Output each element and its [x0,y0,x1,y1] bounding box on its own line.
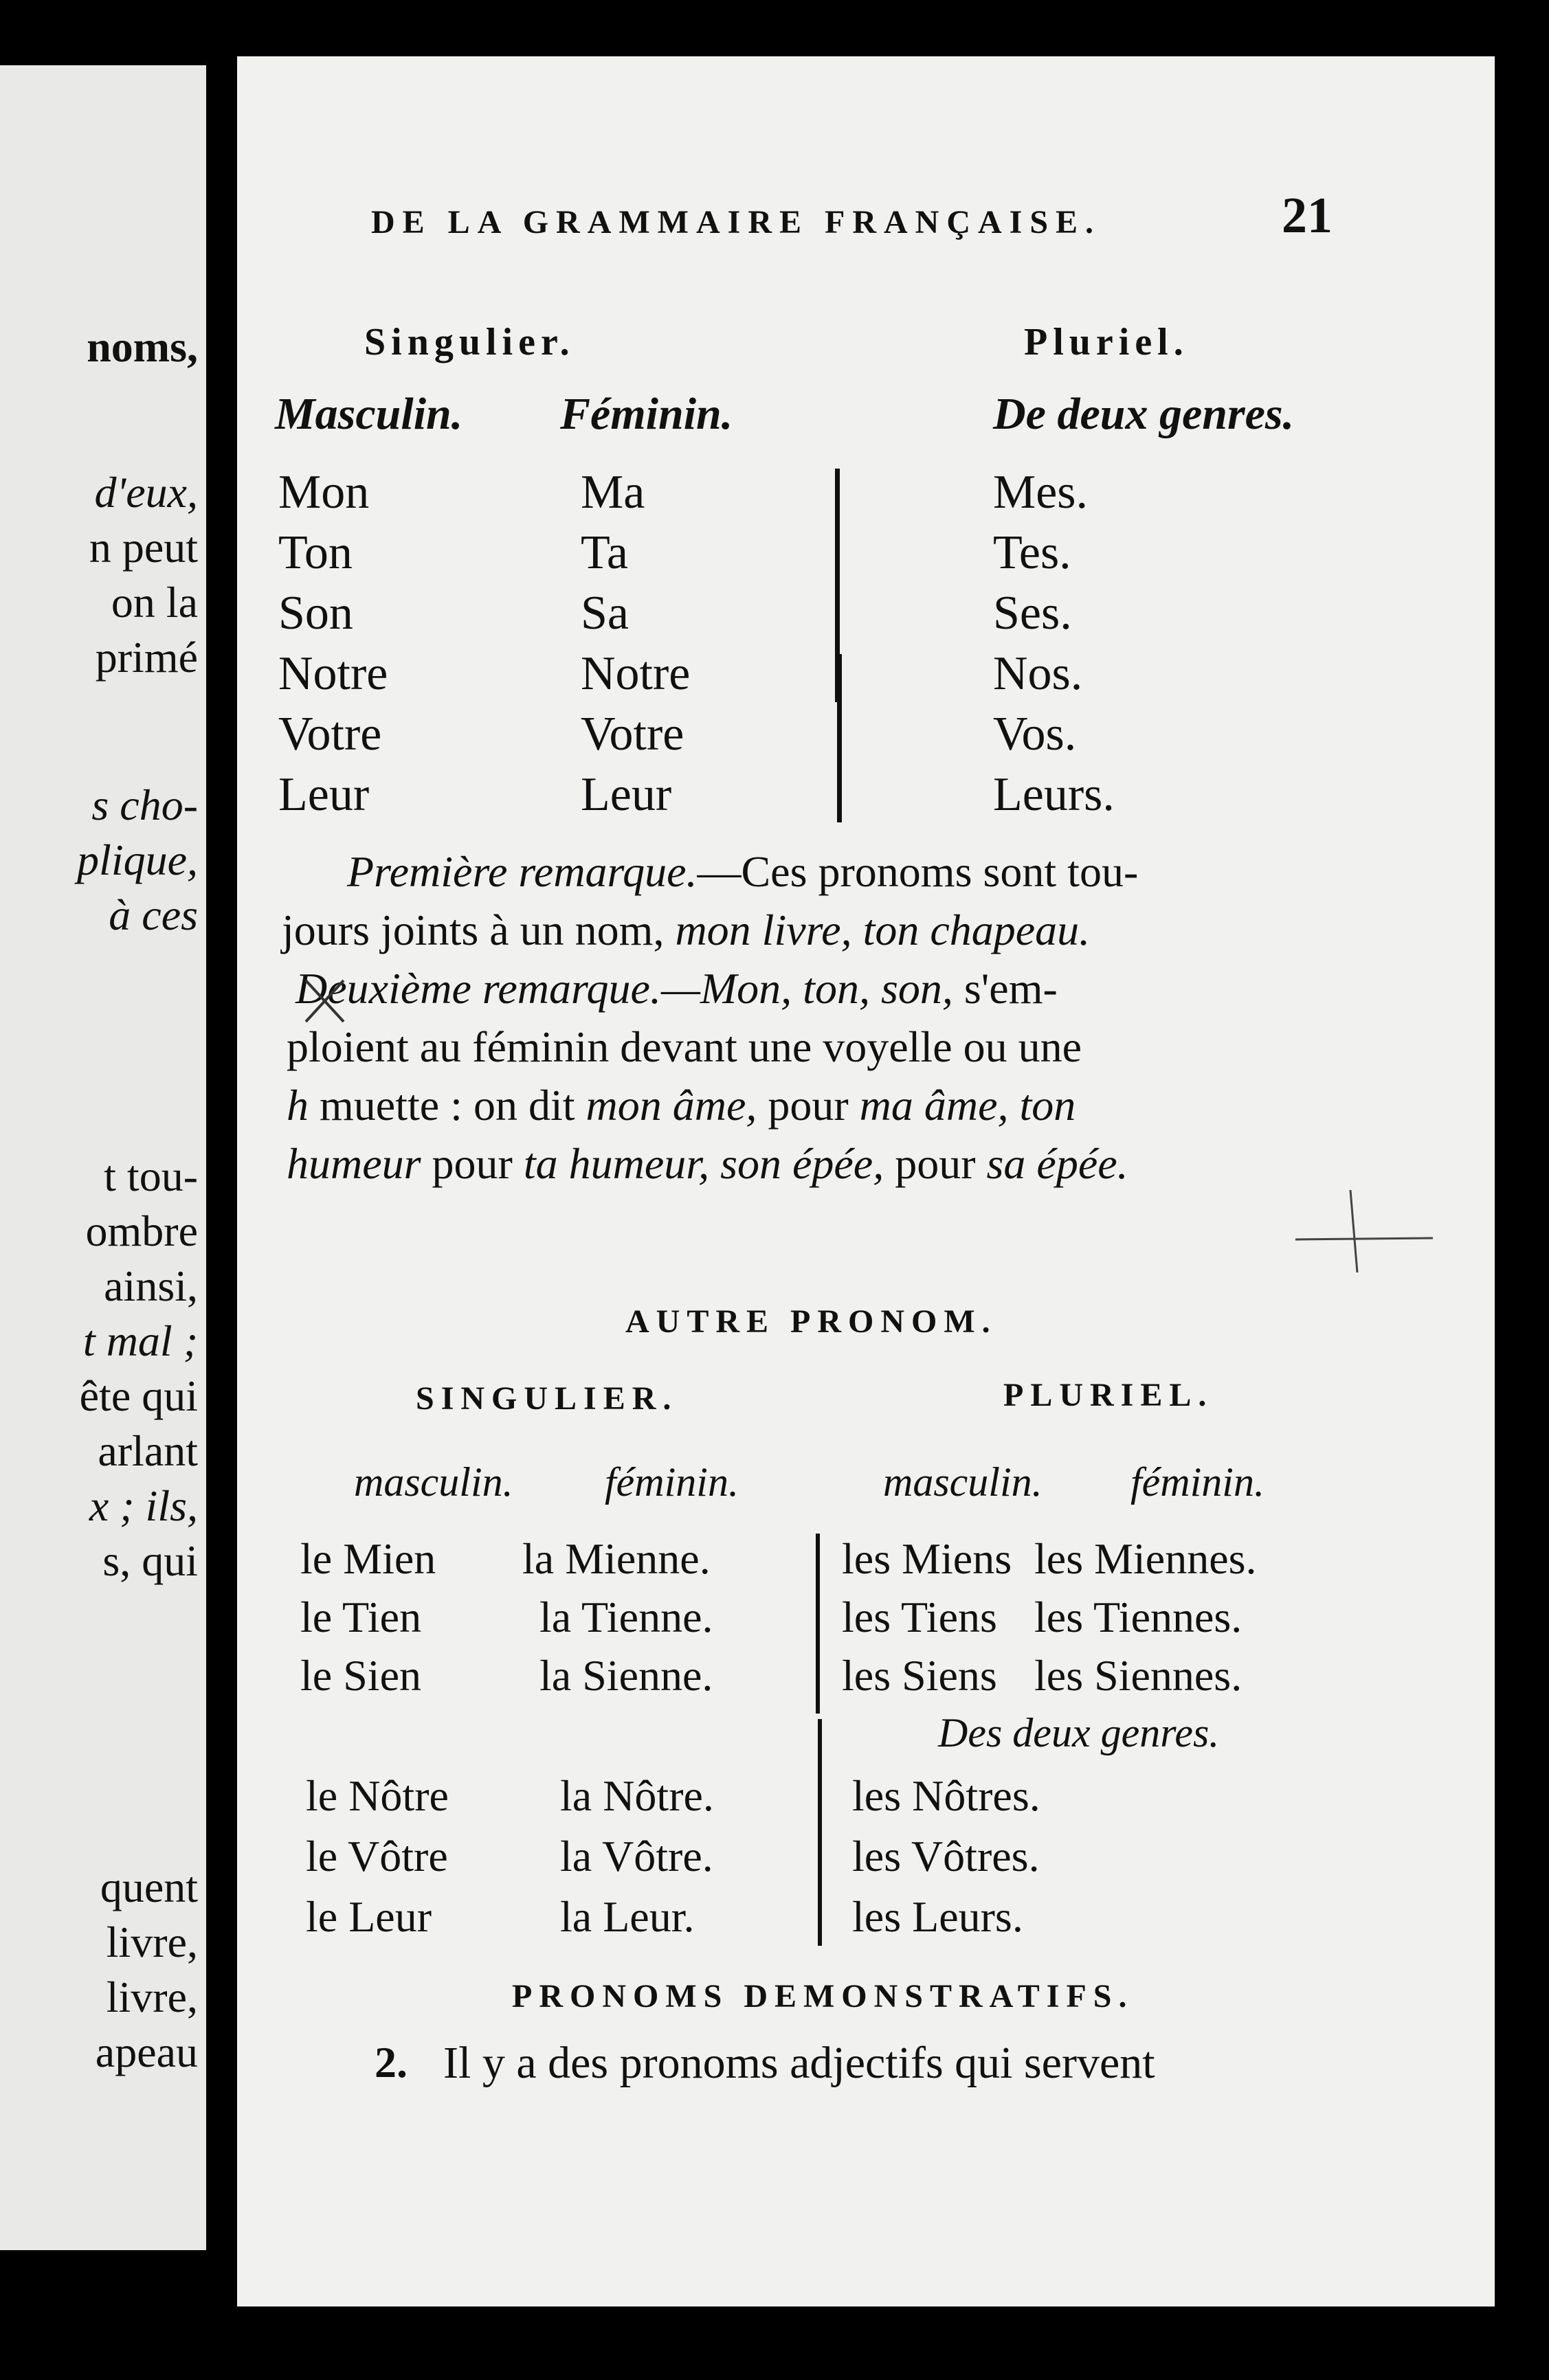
remark-label: Deuxième remarque.—Mon, ton, son, [296,964,953,1013]
plural-cell: Nos. [993,647,1083,700]
left-fragment: noms, [87,322,198,371]
masculine-label: masculin. [354,1459,513,1505]
left-fragment: quent [100,1863,198,1911]
left-fragment: s, qui [102,1536,198,1585]
remark-label: Première remarque. [347,847,698,896]
plural-fem-cell: les Tiennes. [1034,1593,1242,1641]
masculine-label: masculin. [883,1459,1043,1505]
fem-cell: Ta [581,526,628,579]
masc-cell: Votre [278,708,382,761]
plural-cell: Mes. [993,466,1089,519]
masc-cell: le Sien [300,1651,421,1700]
remark-text: s'em- [963,964,1058,1013]
table-divider [816,1534,820,1714]
section-number: 2. [375,2038,408,2087]
plural-cell: Tes. [993,526,1071,579]
example: ton chapeau. [862,906,1091,954]
left-fragment: primé [95,633,198,682]
table-divider [818,1719,822,1946]
remark-text: pour [768,1081,849,1130]
left-fragment: ainsi, [104,1261,198,1310]
left-fragment: s cho- [91,781,198,829]
left-fragment: arlant [98,1426,198,1475]
remark-text: muette : on dit [320,1081,575,1130]
plural-cell: les Nôtres. [852,1771,1040,1820]
running-head: DE LA GRAMMAIRE FRANÇAISE. [371,204,1102,240]
fem-cell: la Mienne. [522,1534,711,1583]
left-fragment: plique, [77,835,198,884]
example: humeur [287,1139,421,1188]
plural-cell: Vos. [993,708,1077,761]
book-page [237,56,1495,2306]
masc-cell: Ton [278,526,353,579]
left-fragment: on la [111,578,198,627]
feminine-label: féminin. [1130,1459,1264,1505]
masc-cell: le Mien [300,1534,436,1583]
fem-cell: la Tienne. [539,1593,713,1641]
plural-heading: PLURIEL. [1003,1377,1214,1413]
left-fragment: ête qui [79,1371,198,1420]
fem-cell: la Nôtre. [560,1771,714,1820]
example: mon âme, [586,1081,757,1130]
masculine-label: Masculin. [275,389,463,439]
example: h [287,1081,309,1130]
singular-heading: SINGULIER. [416,1380,678,1417]
plural-cell: les Vôtres. [852,1832,1040,1881]
remark-text: —Ces pronoms sont tou- [697,847,1139,896]
fem-cell: Ma [581,466,645,519]
example: son épée, [720,1139,884,1188]
fem-cell: la Leur. [560,1892,695,1941]
left-fragment: d'eux, [94,468,198,517]
remark-text: pour [895,1139,976,1188]
left-fragment: livre, [106,1973,198,2021]
remark-text: jours joints à un nom, [282,906,665,954]
fem-cell: Votre [581,708,684,761]
fem-cell: la Vôtre. [560,1832,713,1881]
both-genders-label: Des deux genres. [938,1710,1220,1755]
left-facing-page [0,65,206,2250]
masc-cell: le Nôtre [306,1771,449,1820]
other-pronoun-heading: AUTRE PRONOM. [625,1303,997,1340]
page-number: 21 [1282,188,1333,244]
example: ton [1019,1081,1076,1130]
feminine-label: féminin. [605,1459,739,1505]
fem-cell: la Sienne. [539,1651,713,1700]
plural-fem-cell: les Miennes. [1034,1534,1257,1583]
both-genders-label: De deux genres. [993,389,1295,439]
masc-cell: Mon [278,466,370,519]
feminine-label: Féminin. [560,389,733,439]
plural-heading: Pluriel. [1024,321,1189,363]
fem-cell: Notre [581,647,691,700]
remark-text: ploient au féminin devant une voyelle ou une [287,1022,1082,1071]
plural-cell: les Leurs. [852,1892,1023,1941]
plural-cell: Leurs. [993,768,1115,821]
plural-fem-cell: les Siennes. [1034,1651,1242,1700]
plural-masc-cell: les Siens [842,1651,997,1700]
section-text: Il y a des pronoms adjectifs qui servent [443,2038,1155,2088]
left-fragment: t tou- [104,1152,198,1200]
left-fragment: apeau [95,2028,198,2076]
left-fragment: n peut [89,523,198,572]
masc-cell: le Vôtre [306,1832,448,1881]
plural-cell: Ses. [993,587,1072,640]
singular-heading: Singulier. [364,321,575,363]
masc-cell: Leur [278,768,370,821]
left-fragment: livre, [106,1918,198,1966]
masc-cell: le Leur [306,1892,432,1941]
fem-cell: Leur [581,768,672,821]
left-fragment: ombre [85,1206,198,1255]
example: sa épée. [986,1139,1128,1188]
example: ta humeur, [523,1139,710,1188]
pencil-marks [237,56,1495,2306]
masc-cell: Notre [278,647,388,700]
left-fragment: x ; ils, [89,1481,198,1530]
left-fragment: t mal ; [82,1316,198,1365]
example: mon livre, [675,906,852,954]
plural-masc-cell: les Tiens [842,1593,997,1641]
plural-masc-cell: les Miens [842,1534,1012,1583]
example: ma âme, [859,1081,1009,1130]
masc-cell: Son [278,587,353,640]
section-heading: PRONOMS DEMONSTRATIFS. [512,1978,1134,2014]
masc-cell: le Tien [300,1593,422,1641]
fem-cell: Sa [581,587,629,640]
left-fragment: à ces [109,890,198,939]
remark-text: pour [432,1139,513,1188]
